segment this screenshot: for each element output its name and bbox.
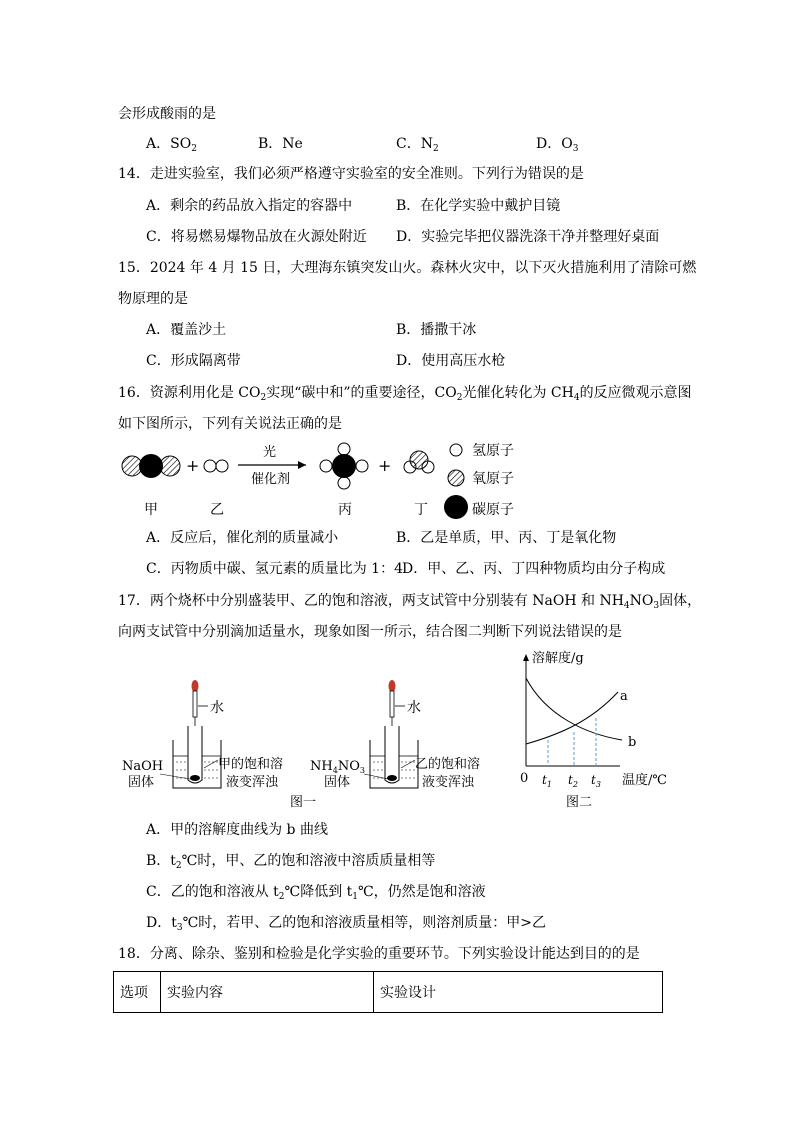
q13-option-b: B．Ne — [258, 136, 303, 152]
left-note-1: 甲的饱和溶 — [218, 757, 284, 772]
origin-label: 0 — [520, 771, 529, 786]
right-dropper — [389, 680, 396, 728]
q13-stem-continuation: 会形成酸雨的是 — [118, 106, 216, 122]
left-solid-label-1: NaOH — [122, 759, 164, 774]
tick-t3: $t_3$ — [591, 773, 601, 789]
header-content: 实验内容 — [161, 972, 374, 1013]
molecule-yi — [204, 460, 228, 472]
q14-option-d: D．实验完毕把仪器洗涤干净并整理好桌面 — [396, 229, 660, 245]
q17-stem-line1: 17．两个烧杯中分别盛装甲、乙的饱和溶液，两支试管中分别装有 NaOH 和 $NH_4NO_3$固体， — [118, 593, 702, 611]
x-axis-label: 温度/℃ — [622, 773, 667, 788]
left-solid-label-2: 固体 — [128, 775, 155, 790]
svg-text:氧原子: 氧原子 — [472, 471, 514, 487]
legend-oxygen — [448, 470, 514, 487]
tick-t1: $t_1$ — [542, 773, 552, 789]
left-dropper — [192, 680, 199, 728]
label-yi: 乙 — [210, 502, 224, 518]
curve-b — [526, 678, 622, 740]
left-test-tube — [188, 726, 202, 783]
header-option: 选项 — [114, 972, 161, 1013]
q15-option-a: A．覆盖沙土 — [146, 322, 227, 338]
q15-stem-line1: 15．2024 年 4 月 15 日，大理海东镇突发山火。森林火灾中，以下灭火措施利用了清除可燃 — [118, 260, 697, 276]
legend-carbon — [444, 495, 514, 519]
table-header-row — [114, 972, 663, 1013]
q17-option-b: B．$t_2℃$时，甲、乙的饱和溶液中溶质质量相等 — [146, 853, 436, 871]
q14-option-a: A．剩余的药品放入指定的容器中 — [146, 198, 353, 214]
right-water-label: 水 — [407, 700, 421, 716]
figure-2-caption: 图二 — [566, 795, 593, 810]
q16-option-a: A．反应后，催化剂的质量减小 — [146, 530, 339, 546]
q16-stem-line1: 16．资源利用化是 $CO_2$实现“碳中和”的重要途径，$CO_2$光催化转化为 $CH_4$的反应微观示意图 — [118, 385, 692, 403]
y-axis-label: 溶解度/g — [532, 651, 584, 666]
reaction-arrow — [238, 461, 306, 469]
legend-hydrogen — [450, 443, 514, 459]
q13-option-c: C．$N_2$ — [396, 136, 439, 154]
right-note-2: 液变浑浊 — [422, 775, 475, 790]
q16-option-d: D．甲、乙、丙、丁四种物质均由分子构成 — [402, 561, 666, 577]
arrow-condition-light: 光 — [263, 445, 277, 460]
svg-text:碳原子: 碳原子 — [472, 502, 514, 518]
tick-t2: $t_2$ — [568, 773, 578, 789]
q16-option-b: B．乙是单质，甲、丙、丁是氧化物 — [396, 530, 617, 546]
right-note-1: 乙的饱和溶 — [415, 757, 481, 772]
right-solid-label-2: 固体 — [324, 775, 351, 790]
q16-stem-line2: 如下图所示，下列有关说法正确的是 — [118, 416, 342, 432]
plus-sign-2: + — [378, 456, 392, 475]
left-note-2: 液变浑浊 — [226, 775, 279, 790]
header-design: 实验设计 — [374, 972, 663, 1013]
right-test-tube — [385, 726, 399, 783]
q16-reaction-diagram — [110, 436, 550, 522]
molecule-jia — [122, 454, 180, 478]
q15-option-c: C．形成隔离带 — [146, 353, 241, 369]
label-ding: 丁 — [414, 502, 428, 518]
q15-stem-line2: 物原理的是 — [118, 291, 188, 307]
label-jia: 甲 — [144, 502, 158, 518]
y-axis-arrow — [523, 654, 529, 661]
q14-option-b: B．在化学实验中戴护目镜 — [396, 198, 561, 214]
molecule-ding — [404, 451, 434, 473]
q14-stem: 14．走进实验室，我们必须严格遵守实验室的安全准则。下列行为错误的是 — [118, 166, 584, 182]
q17-option-d: D．$t_3℃$时，若甲、乙的饱和溶液质量相等，则溶剂质量：甲>乙 — [146, 915, 546, 933]
q17-figure-2-solubility-chart — [516, 646, 676, 814]
svg-text:氢原子: 氢原子 — [472, 443, 514, 459]
figure-1-caption: 图一 — [290, 795, 317, 810]
label-bing: 丙 — [338, 502, 352, 518]
q18-stem: 18．分离、除杂、鉴别和检验是化学实验的重要环节。下列实验设计能达到目的的是 — [118, 946, 640, 962]
q15-option-b: B．播撒干冰 — [396, 322, 477, 338]
q16-option-c: C．丙物质中碳、氢元素的质量比为 1：4 — [146, 561, 403, 577]
q17-figure-1 — [118, 676, 498, 812]
curve-a-label: a — [620, 689, 628, 704]
q15-option-d: D．使用高压水枪 — [396, 353, 506, 369]
right-solid-label-1: $NH_4NO_3$ — [310, 759, 365, 775]
q13-option-d: D．$O_3$ — [536, 136, 579, 154]
q17-option-a: A．甲的溶解度曲线为 b 曲线 — [146, 822, 328, 838]
q17-option-c: C．乙的饱和溶液从 $t_2℃$降低到 $t_1℃$，仍然是饱和溶液 — [146, 884, 486, 902]
q14-option-c: C．将易燃易爆物品放在火源处附近 — [146, 229, 367, 245]
molecule-bing — [320, 443, 368, 489]
q17-stem-line2: 向两支试管中分别滴加适量水，现象如图一所示，结合图二判断下列说法错误的是 — [118, 624, 622, 640]
curve-b-label: b — [628, 735, 637, 750]
q13-option-a: A．$SO_2$ — [146, 136, 197, 154]
arrow-condition-catalyst: 催化剂 — [251, 472, 291, 487]
plus-sign-1: + — [186, 456, 200, 475]
left-water-label: 水 — [210, 700, 224, 716]
q18-options-table — [113, 971, 663, 1013]
